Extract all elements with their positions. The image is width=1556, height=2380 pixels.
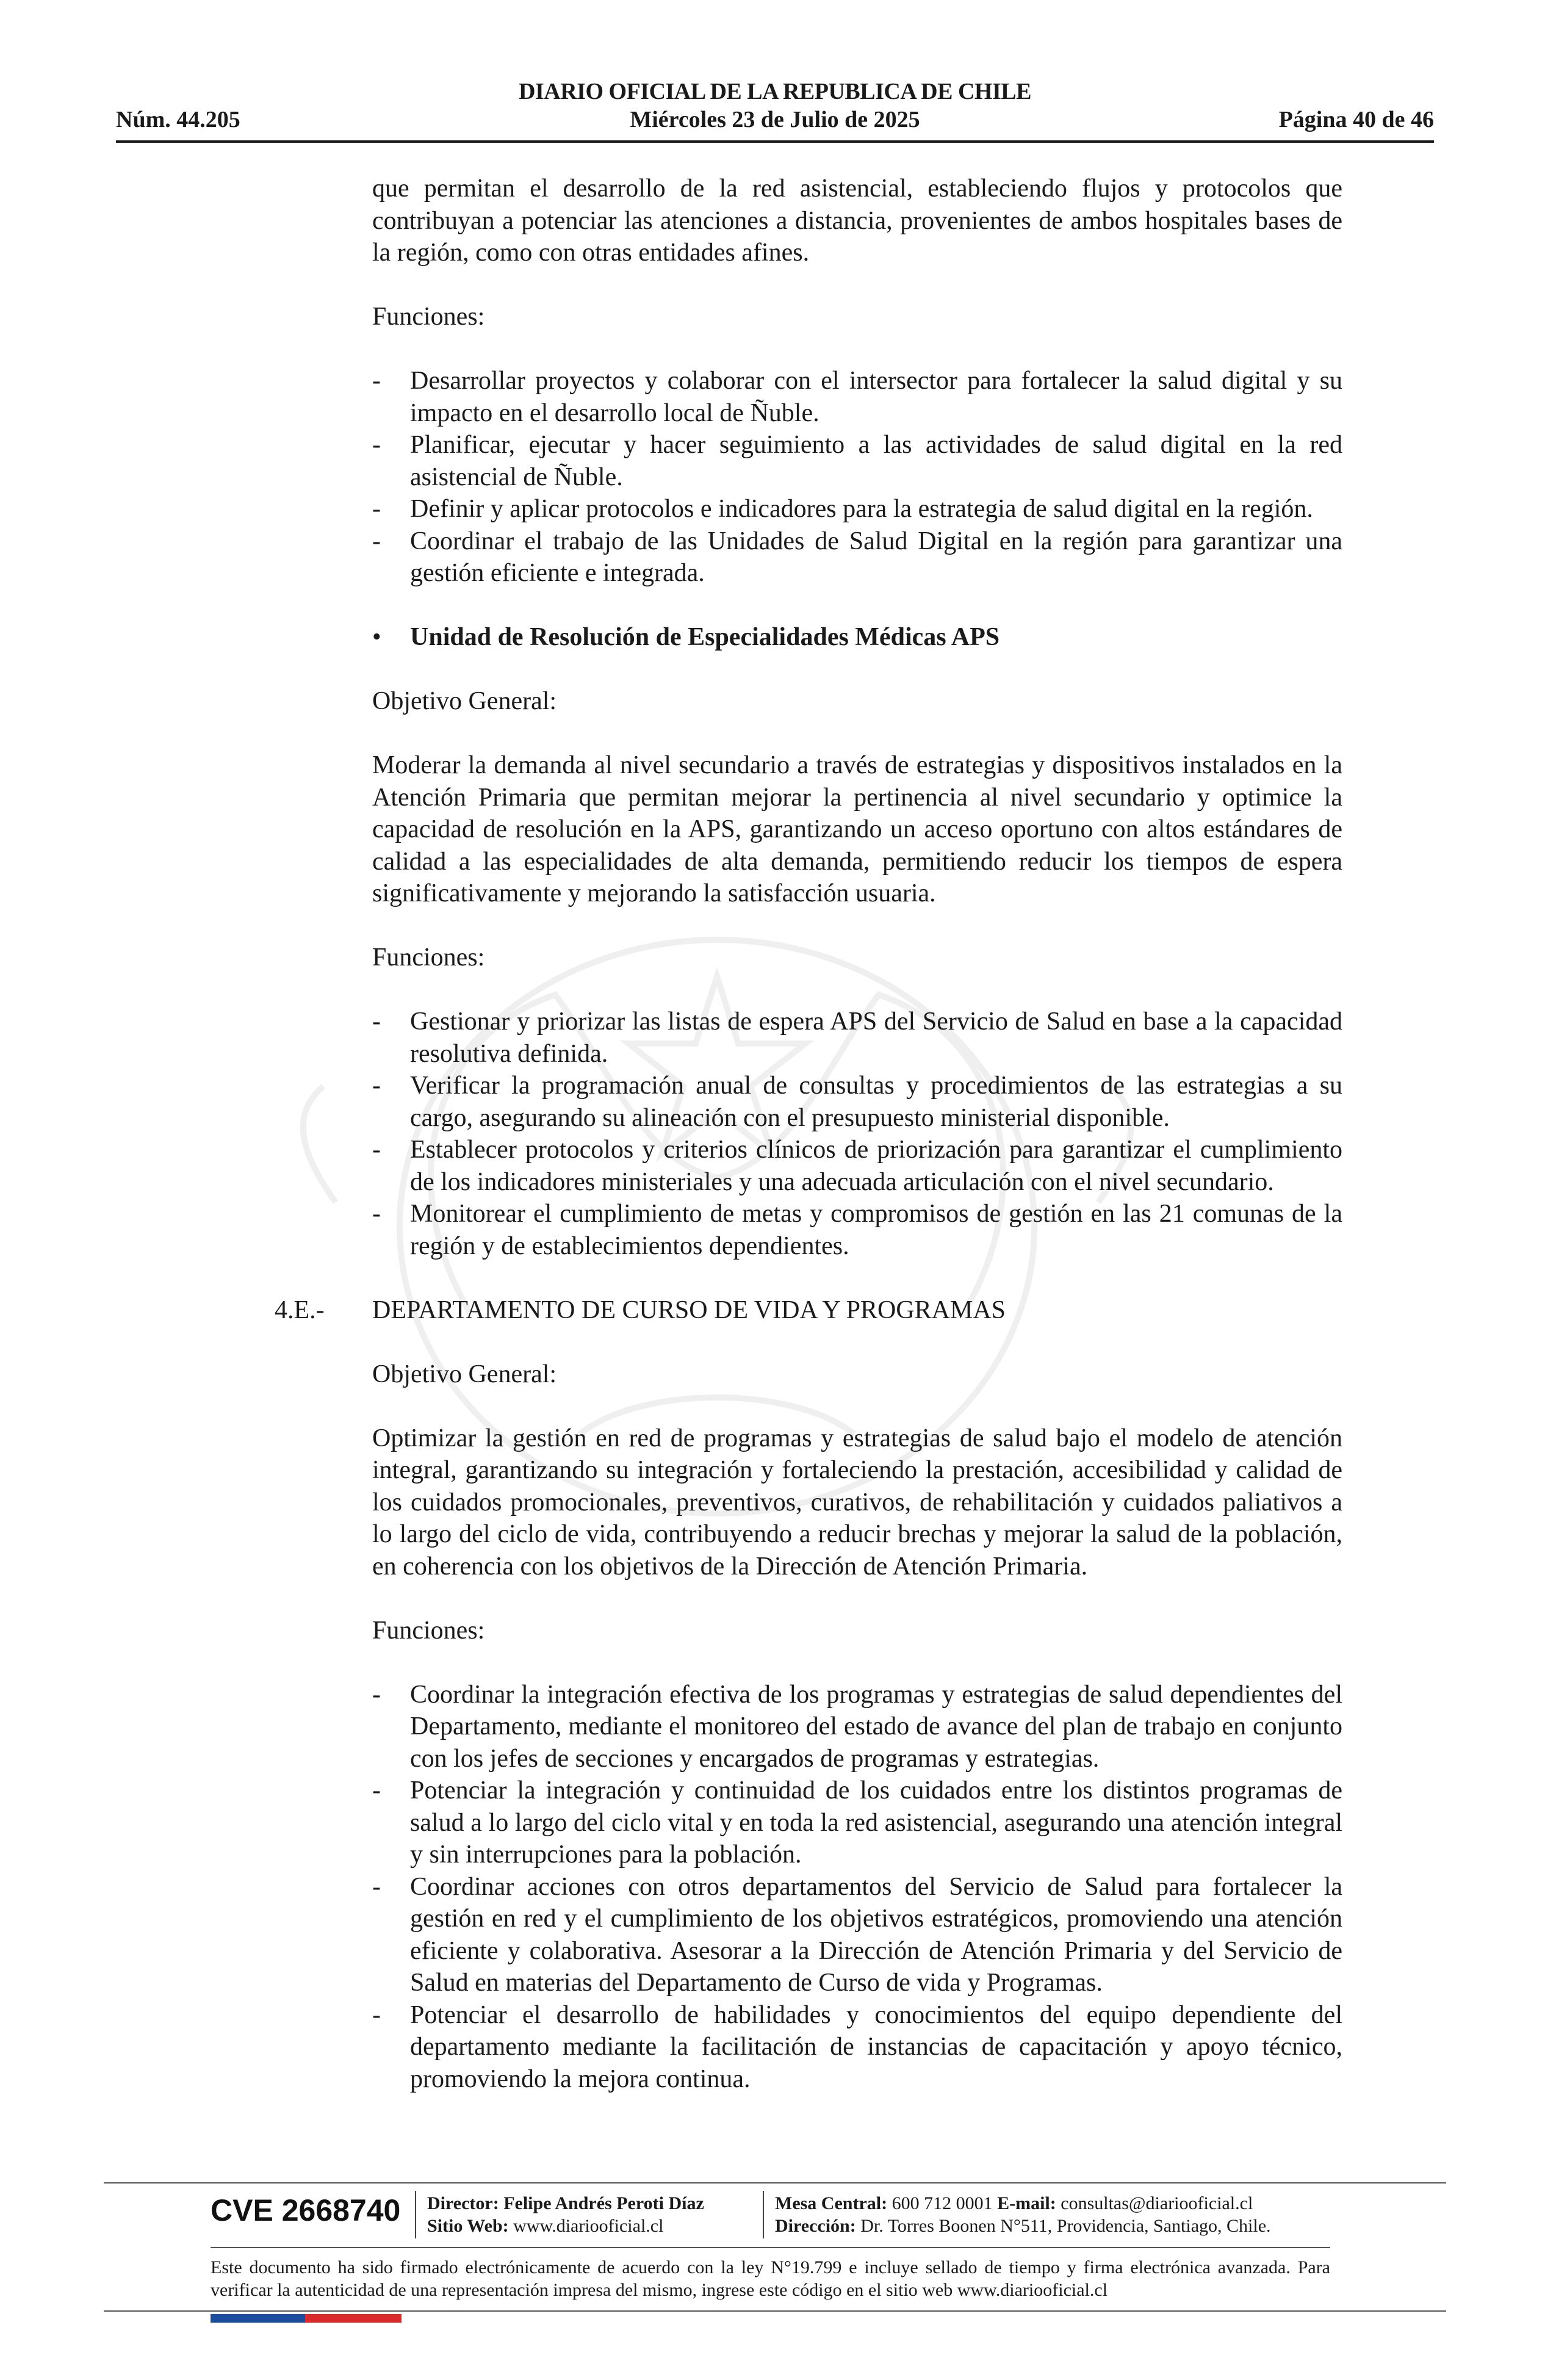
- objetivo-paragraph: Moderar la demanda al nivel secundario a través de estrategias y dispositivos instalados en la Atención Primaria que permitan mejorar la pertinencia al nivel secundario y optimice la capacidad de resolución en la APS, garantizando un acceso oportuno con altos estándares de calidad a las especialidades de alta demanda, permitiendo reducir los tiempos de espera significativamente y mejorando la satisfacción usuaria.: [372, 751, 1342, 907]
- objetivo-paragraph: Optimizar la gestión en red de programas y estrategias de salud bajo el modelo de atención integral, garantizando su integración y fortaleciendo la prestación, accesibilidad y calidad de los cuidados promocionales, preventivos, curativos, de rehabilitación y cuidados paliativos a lo largo del ciclo de vida, contribuyendo a reducir brechas y mejorar la salud de la población, en coherencia con los objetivos de la Dirección de Atención Primaria.: [372, 1424, 1342, 1581]
- funciones-label: Funciones:: [372, 303, 485, 331]
- website-label: Sitio Web:: [427, 2216, 509, 2236]
- funciones-list-especialidades: [372, 1006, 1342, 1262]
- header-divider: [116, 140, 1434, 143]
- section-heading: [275, 1294, 1342, 1327]
- mesa-label: Mesa Central:: [775, 2193, 888, 2213]
- unit-heading: [372, 621, 1342, 654]
- footer-separator: [763, 2191, 764, 2238]
- issue-number: Núm. 44.205: [116, 107, 240, 132]
- footer-separator: [415, 2191, 416, 2238]
- dash-marker: -: [372, 495, 381, 523]
- funciones-list-curso-de-vida: [372, 1679, 1342, 2096]
- list-item: - Definir y aplicar protocolos e indicadores para la estrategia de salud digital en la región.: [372, 493, 1342, 525]
- dash-marker: -: [372, 1072, 381, 1100]
- dash-marker: -: [372, 1872, 381, 1901]
- dash-marker: -: [372, 527, 381, 555]
- list-item: - Planificar, ejecutar y hacer seguimiento a las actividades de salud digital en la red asistencial de Ñuble.: [372, 429, 1342, 493]
- bullet-marker: •: [372, 623, 381, 651]
- unit-title: Unidad de Resolución de Especialidades Médicas APS: [410, 623, 1000, 651]
- list-item: - Potenciar la integración y continuidad de los cuidados entre los distintos programas de salud a lo largo del ciclo vital y en toda la red asistencial, asegurando una atención integral y sin interrupciones para la población.: [372, 1775, 1342, 1871]
- email-label: E-mail:: [997, 2193, 1056, 2213]
- objetivo-label: Objetivo General:: [372, 1360, 557, 1388]
- dash-marker: -: [372, 1776, 381, 1805]
- website-link[interactable]: www.diariooficial.cl: [513, 2216, 664, 2236]
- list-item: - Coordinar el trabajo de las Unidades de Salud Digital en la región para garantizar una gestión eficiente e integrada.: [372, 525, 1342, 590]
- footer-contact-block: [775, 2192, 1271, 2237]
- flag-stripe-red: [305, 2314, 402, 2323]
- dash-marker: -: [372, 1680, 381, 1709]
- address-value: Dr. Torres Boonen N°511, Providencia, Santiago, Chile.: [860, 2216, 1271, 2236]
- dash-marker: -: [372, 367, 381, 395]
- address-label: Dirección:: [775, 2216, 856, 2236]
- page-number: Página 40 de 46: [1278, 107, 1434, 132]
- dash-marker: -: [372, 2000, 381, 2029]
- list-item: - Monitorear el cumplimiento de metas y compromisos de gestión en las 21 comunas de la región y de establecimientos dependientes.: [372, 1198, 1342, 1262]
- list-item: - Coordinar acciones con otros departamentos del Servicio de Salud para fortalecer la gestión en red y el cumplimiento de los objetivos estratégicos, promoviendo una atención eficiente y colaborativa. Asesorar a la Dirección de Atención Primaria y del Servicio de Salud en materias del Departamento de Curso de vida y Programas.: [372, 1871, 1342, 1999]
- funciones-list-salud-digital: [372, 365, 1342, 590]
- dash-marker: -: [372, 1200, 381, 1228]
- section-number: 4.E.-: [275, 1296, 325, 1324]
- mesa-phone: 600 712 0001: [891, 2193, 993, 2213]
- footer-divider-top: [104, 2182, 1446, 2183]
- document-body: [275, 173, 1342, 2127]
- funciones-label: Funciones:: [372, 1616, 485, 1645]
- list-item: - Establecer protocolos y criterios clínicos de priorización para garantizar el cumplimiento de los indicadores ministeriales y una adecuada articulación con el nivel secundario.: [372, 1134, 1342, 1198]
- list-item: - Verificar la programación anual de consultas y procedimientos de las estrategias a su cargo, asegurando su alineación con el presupuesto ministerial disponible.: [372, 1070, 1342, 1134]
- footer-director-block: [427, 2192, 704, 2237]
- signature-note: Este documento ha sido firmado electrónicamente de acuerdo con la ley N°19.799 e incluye sellado de tiempo y firma electrónica avanzada. Para verificar la autenticidad de una representación impresa del mismo, ingrese este código en el sitio web www.diariooficial.cl: [211, 2257, 1330, 2300]
- dash-marker: -: [372, 431, 381, 459]
- flag-stripe-blue: [211, 2314, 305, 2323]
- section-title: DEPARTAMENTO DE CURSO DE VIDA Y PROGRAMAS: [372, 1296, 1006, 1324]
- footer-divider-bottom: [104, 2310, 1446, 2312]
- page-header: [116, 74, 1434, 143]
- list-item: - Coordinar la integración efectiva de los programas y estrategias de salud dependientes del Departamento, mediante el monitoreo del estado de avance del plan de trabajo en conjunto con los jefes de secciones y encargados de programas y estrategias.: [372, 1679, 1342, 1775]
- dash-marker: -: [372, 1008, 381, 1036]
- funciones-label: Funciones:: [372, 943, 485, 972]
- list-item: - Desarrollar proyectos y colaborar con el intersector para fortalecer la salud digital y su impacto en el desarrollo local de Ñuble.: [372, 365, 1342, 429]
- dash-marker: -: [372, 1136, 381, 1164]
- issue-date: Miércoles 23 de Julio de 2025: [630, 107, 920, 132]
- journal-title: DIARIO OFICIAL DE LA REPUBLICA DE CHILE: [519, 79, 1031, 104]
- footer-divider-mid: [211, 2247, 1330, 2248]
- cve-code: CVE 2668740: [211, 2193, 401, 2227]
- objetivo-label: Objetivo General:: [372, 687, 557, 715]
- director-label: Director:: [427, 2193, 499, 2213]
- intro-paragraph: que permitan el desarrollo de la red asistencial, estableciendo flujos y protocolos que contribuyan a potenciar las atenciones a distancia, provenientes de ambos hospitales bases de la región, como con otras entidades afines.: [372, 175, 1342, 267]
- email-link[interactable]: consultas@diariooficial.cl: [1061, 2193, 1253, 2213]
- list-item: - Potenciar el desarrollo de habilidades y conocimientos del equipo dependiente del departamento mediante la facilitación de instancias de capacitación y apoyo técnico, promoviendo la mejora continua.: [372, 1999, 1342, 2096]
- director-name: Felipe Andrés Peroti Díaz: [503, 2193, 704, 2213]
- list-item: - Gestionar y priorizar las listas de espera APS del Servicio de Salud en base a la capacidad resolutiva definida.: [372, 1006, 1342, 1070]
